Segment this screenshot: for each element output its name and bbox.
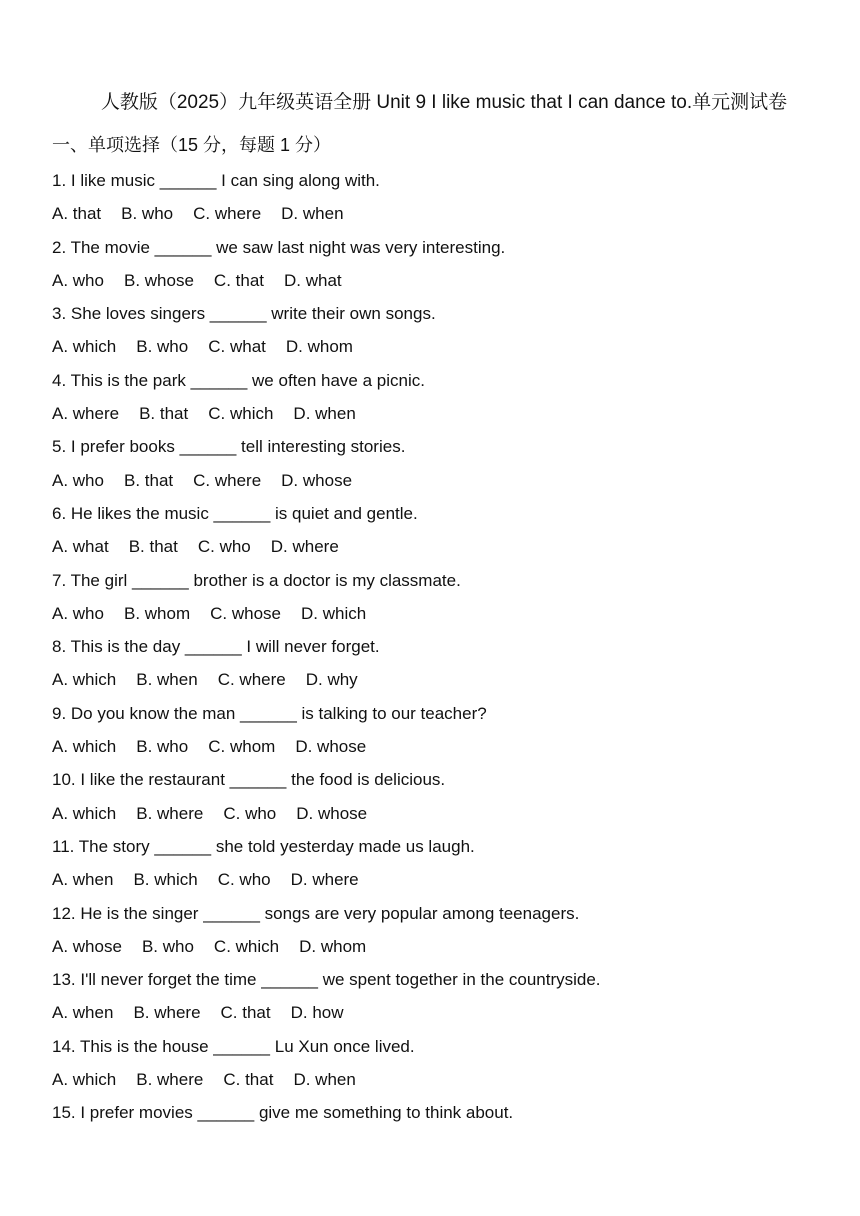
option-a: A. who [52, 603, 104, 623]
option-b: B. which [133, 870, 198, 890]
option-a: A. which [52, 1070, 117, 1090]
option-b: B. who [136, 337, 189, 357]
option-d: D. which [301, 603, 367, 623]
option-a: A. whose [52, 936, 122, 956]
question-options [52, 1063, 832, 1096]
option-d: D. whose [295, 737, 367, 757]
option-d: D. when [293, 404, 356, 424]
option-d: D. whose [296, 803, 368, 823]
option-c: C. whose [210, 603, 281, 623]
option-b: B. that [128, 537, 178, 557]
question-options [52, 930, 832, 963]
section-heading: 一、单项选择（15 分，每题 1 分） [52, 135, 332, 155]
option-d: D. how [290, 1003, 344, 1023]
option-a: A. which [52, 803, 117, 823]
question-options [52, 597, 832, 630]
option-d: D. when [293, 1070, 356, 1090]
option-b: B. where [133, 1003, 201, 1023]
option-c: C. whom [208, 737, 276, 757]
option-a: A. who [52, 270, 104, 290]
option-c: C. where [193, 470, 262, 490]
option-c: C. which [213, 936, 280, 956]
question-stem: 11. The story ______ she told yesterday made us laugh. [52, 836, 475, 856]
question-stem: 8. This is the day ______ I will never forget. [52, 637, 380, 657]
option-a: A. when [52, 1003, 114, 1023]
option-b: B. whose [123, 270, 194, 290]
question-list [52, 164, 832, 1130]
option-b: B. when [136, 670, 198, 690]
option-b: B. that [139, 404, 189, 424]
option-b: B. who [141, 936, 194, 956]
option-d: D. when [281, 204, 344, 224]
question-stem: 1. I like music ______ I can sing along with. [52, 171, 380, 190]
option-d: D. where [290, 870, 359, 890]
option-a: A. what [52, 537, 109, 557]
option-a: A. which [52, 670, 117, 690]
option-c: C. what [208, 337, 266, 357]
option-a: A. when [52, 870, 114, 890]
option-d: D. what [284, 270, 342, 290]
question-stem: 12. He is the singer ______ songs are very popular among teenagers. [52, 903, 580, 923]
option-d: D. why [305, 670, 358, 690]
question-options [52, 264, 832, 297]
option-b: B. that [123, 470, 174, 490]
document-title: 人教版（2025）九年级英语全册 Unit 9 I like music that I can dance to.单元测试卷 [100, 92, 788, 113]
option-c: C. which [208, 404, 274, 424]
question-stem: 10. I like the restaurant ______ the food is delicious. [52, 770, 446, 790]
question-stem: 15. I prefer movies ______ give me something to think about. [52, 1103, 514, 1123]
question-options [52, 330, 832, 363]
option-c: C. where [217, 670, 286, 690]
option-d: D. whom [299, 936, 367, 956]
option-d: D. whom [285, 337, 353, 357]
option-b: B. where [136, 803, 204, 823]
option-d: D. whose [281, 470, 353, 490]
question-options [52, 464, 832, 497]
question-options [52, 863, 832, 896]
question-options [52, 996, 832, 1029]
option-b: B. who [121, 204, 174, 224]
question-stem: 9. Do you know the man ______ is talking to our teacher? [52, 703, 487, 723]
question-stem: 14. This is the house ______ Lu Xun once lived. [52, 1036, 415, 1056]
question-options [52, 797, 832, 830]
option-a: A. which [52, 337, 117, 357]
option-a: A. where [52, 404, 120, 424]
option-c: C. that [223, 1070, 274, 1090]
question-stem: 2. The movie ______ we saw last night was very interesting. [52, 237, 506, 257]
option-c: C. that [213, 270, 265, 290]
question-stem: 13. I'll never forget the time ______ we spent together in the countryside. [52, 970, 601, 990]
question-stem: 4. This is the park ______ we often have a picnic. [52, 370, 425, 390]
option-d: D. where [270, 537, 339, 557]
option-a: A. that [52, 204, 102, 224]
question-stem: 6. He likes the music ______ is quiet and gentle. [52, 503, 418, 523]
option-c: C. who [217, 870, 271, 890]
question-options [52, 663, 832, 696]
option-a: A. which [52, 737, 117, 757]
question-options [52, 530, 832, 563]
option-b: B. who [136, 737, 189, 757]
option-b: B. whom [123, 603, 191, 623]
option-c: C. where [193, 204, 262, 224]
option-c: C. who [197, 537, 251, 557]
option-c: C. who [223, 803, 277, 823]
question-stem: 3. She loves singers ______ write their own songs. [52, 304, 436, 324]
question-options [52, 397, 832, 430]
question-options [52, 197, 832, 230]
option-a: A. who [52, 470, 104, 490]
question-stem: 7. The girl ______ brother is a doctor is my classmate. [52, 570, 461, 590]
question-stem: 5. I prefer books ______ tell interesting stories. [52, 437, 406, 457]
option-b: B. where [136, 1070, 204, 1090]
option-c: C. that [220, 1003, 271, 1023]
question-options [52, 730, 832, 763]
